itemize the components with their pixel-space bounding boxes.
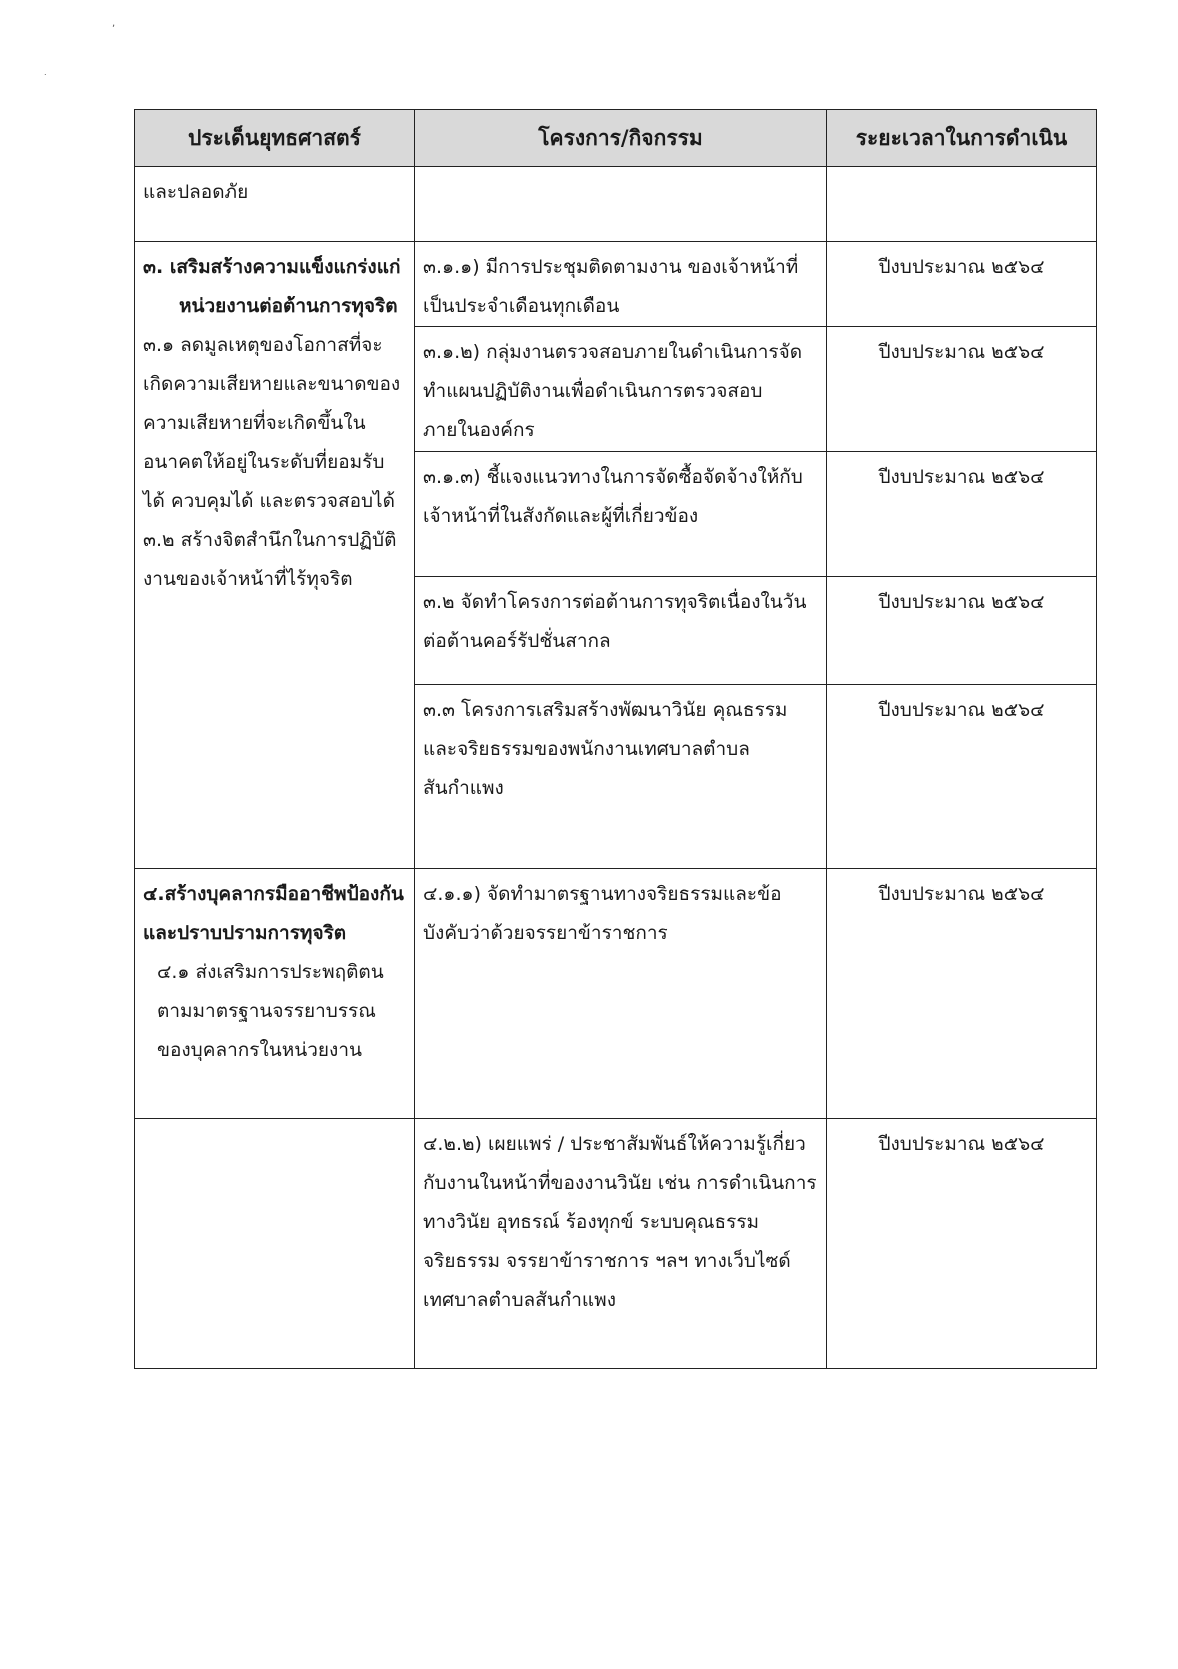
activity-period: ปีงบประมาณ ๒๕๖๔ [827,685,1097,869]
activity-period: ปีงบประมาณ ๒๕๖๔ [827,452,1097,577]
activity-period: ปีงบประมาณ ๒๕๖๔ [827,242,1097,327]
empty-cell [415,167,827,242]
activity-text: ๓.๑.๑) มีการประชุมติดตามงาน ของเจ้าหน้าที่เป็นประจำเดือนทุกเดือน [415,242,827,327]
strategy-4-title: ๔.สร้างบุคลากรมืออาชีพป้องกันและปราบปรามการทุจริต [143,883,404,944]
strategy-4-sub-1: ๔.๑ ส่งเสริมการประพฤติตนตามมาตรฐานจรรยาบรรณของบุคลากรในหน่วยงาน [157,961,384,1061]
activity-text: ๓.๑.๒) กลุ่มงานตรวจสอบภายในดำเนินการจัดทำแผนปฏิบัติงานเพื่อดำเนินการตรวจสอบภายในองค์กร [415,327,827,452]
table-row [135,869,1097,1119]
strategy-continuation: และปลอดภัย [135,167,415,242]
table-row [135,167,1097,242]
activity-text: ๔.๑.๑) จัดทำมาตรฐานทางจริยธรรมและข้อบังคับว่าด้วยจรรยาข้าราชการ [415,869,827,1119]
header-period: ระยะเวลาในการดำเนิน [827,110,1097,167]
strategy-3-sub-2: ๓.๒ สร้างจิตสำนึกในการปฏิบัติงานของเจ้าหน้าที่ไร้ทุจริต [143,529,397,590]
activity-period: ปีงบประมาณ ๒๕๖๔ [827,869,1097,1119]
strategy-plan-table [134,109,1097,1369]
activity-text: ๓.๒ จัดทำโครงการต่อต้านการทุจริตเนื่องในวันต่อต้านคอร์รัปชั่นสากล [415,577,827,685]
table-row [135,242,1097,327]
table-row [135,1119,1097,1369]
strategy-3-cell [135,242,415,869]
activity-period: ปีงบประมาณ ๒๕๖๔ [827,327,1097,452]
activity-text: ๔.๒.๒) เผยแพร่ / ประชาสัมพันธ์ให้ความรู้เกี่ยวกับงานในหน้าที่ของงานวินัย เช่น การดำเนินการทางวินัย อุทธรณ์ ร้องทุกข์ ระบบคุณธรรม จริยธรรม จรรยาข้าราชการ ฯลฯ ทางเว็บไซด์ เทศบาลตำบลสันกำแพง [415,1119,827,1369]
empty-cell [135,1119,415,1369]
empty-cell [827,167,1097,242]
scan-speck: , [112,18,116,29]
strategy-3-title: ๓. เสริมสร้างความแข็งแกร่งแก่หน่วยงานต่อต้านการทุจริต [143,256,401,317]
activity-period: ปีงบประมาณ ๒๕๖๔ [827,1119,1097,1369]
strategy-4-cell [135,869,415,1119]
strategy-3-sub-1: ๓.๑ ลดมูลเหตุของโอกาสที่จะเกิดความเสียหายและขนาดของความเสียหายที่จะเกิดขึ้นในอนาคตให้อยู่ในระดับที่ยอมรับได้ ควบคุมได้ และตรวจสอบได้ [143,334,401,512]
scan-speck: . [44,68,47,77]
activity-text: ๓.๓ โครงการเสริมสร้างพัฒนาวินัย คุณธรรมและจริยธรรมของพนักงานเทศบาลตำบลสันกำแพง [415,685,827,869]
activity-text: ๓.๑.๓) ชี้แจงแนวทางในการจัดซื้อจัดจ้างให้กับเจ้าหน้าที่ในสังกัดและผู้ที่เกี่ยวข้อง [415,452,827,577]
table-header-row [135,110,1097,167]
header-activity: โครงการ/กิจกรรม [415,110,827,167]
header-strategy: ประเด็นยุทธศาสตร์ [135,110,415,167]
activity-period: ปีงบประมาณ ๒๕๖๔ [827,577,1097,685]
